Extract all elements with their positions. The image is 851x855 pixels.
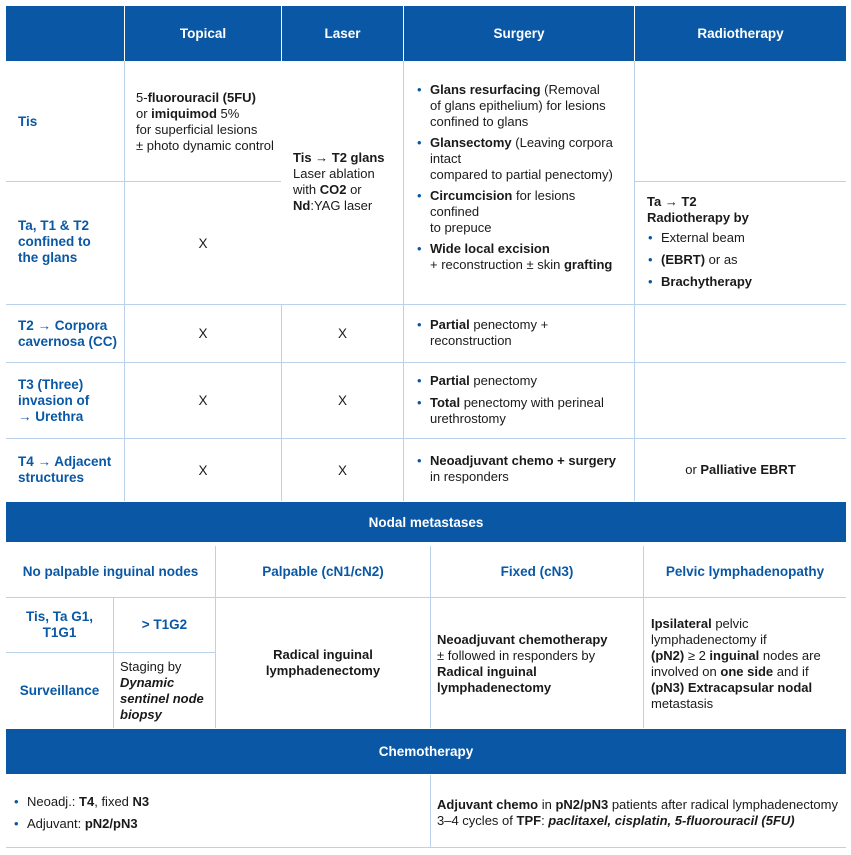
row-label-t3: T3 (Three) invasion of → Urethra [18, 377, 90, 424]
laser-tis-cell: Tis → T2 glans Laser ablation with CO2 or Nd:YAG laser [293, 150, 385, 213]
row-label-t4: T4 → Adjacent structures [18, 454, 112, 485]
grid-line [430, 775, 431, 847]
list-item: • External beam [647, 230, 843, 246]
nodal-surveillance-label: Surveillance [19, 682, 100, 698]
nodal-palpable-cell: Radical inguinal lymphadenectomy [265, 647, 381, 678]
list-item: • Total penectomy with perineal urethrostomy [416, 395, 628, 427]
x-mark: X [198, 393, 208, 408]
list-item: • Glansectomy (Leaving corpora intact compared to partial penectomy) [416, 135, 628, 183]
nodal-col-no-palpable: No palpable inguinal nodes [22, 563, 199, 579]
grid-line [634, 61, 635, 501]
nodal-col-palpable: Palpable (cN1/cN2) [262, 563, 384, 579]
nodal-col-pelvic: Pelvic lymphadenopathy [665, 563, 825, 579]
row-label-tis: Tis [18, 114, 38, 129]
header-radiotherapy: Radiotherapy [635, 6, 846, 61]
list-item: • Wide local excision + reconstruction ± skin grafting [416, 241, 628, 273]
list-item: • (EBRT) or as [647, 252, 843, 268]
x-mark: X [198, 326, 208, 341]
surgery-t2-cell [416, 317, 628, 349]
list-item: • Partial penectomy + reconstruction [416, 317, 628, 349]
list-item: • Neoadj.: T4, fixed N3 [13, 794, 423, 810]
nodal-metastases-bar: Nodal metastases [6, 502, 846, 542]
header-laser: Laser [282, 6, 403, 61]
chemo-adjuvant-cell: Adjuvant chemo in pN2/pN3 patients after radical lymphadenectomy 3–4 cycles of TPF: paclitaxel, cisplatin, 5-fluorouracil (5FU) [437, 797, 838, 828]
row-label-t2: T2 → Corpora cavernosa (CC) [18, 318, 118, 349]
nodal-pelvic-cell: Ipsilateral pelvic lymphadenectomy if (pN2) ≥ 2 inguinal nodes are involved on one side and if (pN3) Extracapsular nodal metastasis [651, 616, 821, 711]
nodal-fixed-cell: Neoadjuvant chemotherapy ± followed in responders by Radical inguinal lymphadenectomy [437, 632, 608, 695]
nodal-tis-ta-label: Tis, Ta G1, T1G1 [25, 609, 94, 640]
x-mark: X [337, 462, 347, 478]
nodal-col-fixed: Fixed (cN3) [500, 563, 574, 579]
row-label-ta-t1-t2: Ta, T1 & T2 confined to the glans [18, 218, 91, 265]
list-item: • Circumcision for lesions confined to prepuce [416, 188, 628, 236]
list-item: • Adjuvant: pN2/pN3 [13, 816, 423, 832]
grid-line [403, 61, 404, 501]
x-mark: X [337, 393, 347, 408]
grid-line [634, 181, 846, 182]
radiotherapy-t4-cell: or Palliative EBRT [685, 462, 796, 477]
header-topical: Topical [125, 6, 281, 61]
surgery-options-list [416, 82, 628, 273]
chemotherapy-bar: Chemotherapy [6, 729, 846, 774]
header-blank [6, 6, 124, 61]
header-surgery: Surgery [404, 6, 634, 61]
list-item: • Glans resurfacing (Removal of glans epithelium) for lesions confined to glans [416, 82, 628, 130]
topical-tis-cell: 5-fluorouracil (5FU) or imiquimod 5% for superficial lesions ± photo dynamic control [136, 90, 274, 153]
surgery-t4-cell [416, 453, 632, 485]
nodal-staging-cell: Staging by Dynamic sentinel node biopsy [120, 659, 204, 722]
surgery-t3-cell [416, 373, 628, 427]
list-item: • Brachytherapy [647, 274, 843, 290]
x-mark: X [198, 235, 208, 251]
list-item: • Partial penectomy [416, 373, 628, 389]
radiotherapy-ta-t2-cell: Ta → T2 Radiotherapy by • External beam • (EBRT) or as • Brachytherapy [647, 194, 843, 290]
nodal-gt-t1g2-label: > T1G2 [141, 617, 188, 632]
grid-line [6, 847, 846, 848]
list-item: • Neoadjuvant chemo + surgery in responders [416, 453, 632, 485]
chemo-indications-list [13, 794, 423, 832]
x-mark: X [198, 462, 208, 478]
x-mark: X [337, 326, 347, 341]
